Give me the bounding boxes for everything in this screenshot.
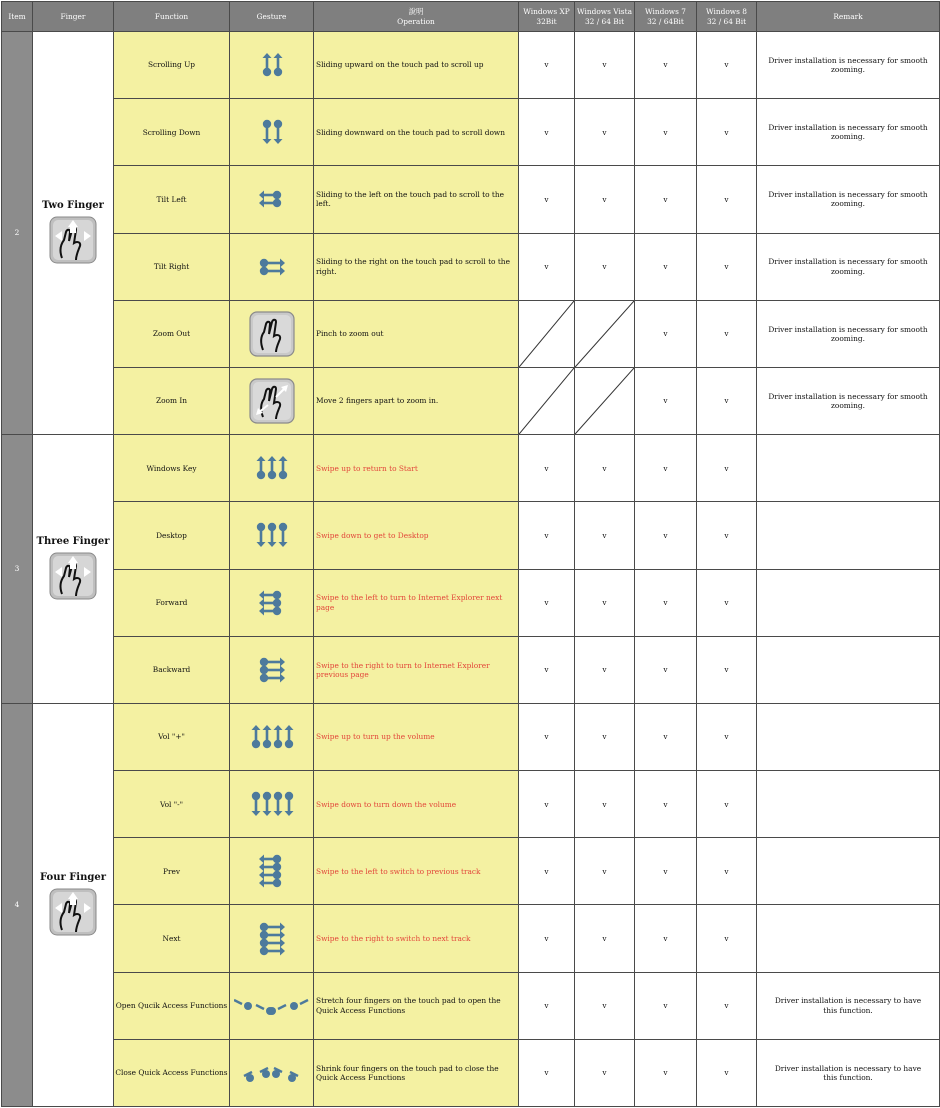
vista-check: v	[575, 703, 635, 770]
remark-cell	[757, 703, 940, 770]
xp-check: v	[519, 703, 575, 770]
win7-check: v	[635, 300, 697, 367]
three-finger-up-icon	[230, 435, 314, 502]
table-row	[2, 905, 940, 972]
xp-check: v	[519, 1039, 575, 1106]
table-row	[2, 367, 940, 434]
function-cell: Windows Key	[114, 435, 230, 502]
gesture-table	[1, 1, 940, 1107]
remark-cell: Driver installation is necessary for smooth zooming.	[757, 300, 940, 367]
header-vista-name: Windows Vista	[577, 7, 632, 17]
xp-check: v	[519, 636, 575, 703]
two-finger-left-icon	[230, 166, 314, 233]
header-finger: Finger	[33, 2, 114, 32]
remark-cell	[757, 905, 940, 972]
win8-check: v	[697, 636, 757, 703]
table-row	[2, 569, 940, 636]
finger-cell	[33, 32, 114, 435]
win8-check: v	[697, 771, 757, 838]
three-finger-left-icon	[230, 569, 314, 636]
remark-cell: Driver installation is necessary for smooth zooming.	[757, 367, 940, 434]
remark-cell	[757, 435, 940, 502]
xp-check: v	[519, 233, 575, 300]
vista-check: v	[575, 1039, 635, 1106]
header-xp-bits: 32Bit	[536, 16, 557, 26]
item-number: 4	[2, 703, 33, 1106]
remark-cell	[757, 838, 940, 905]
win7-check: v	[635, 435, 697, 502]
win7-check: v	[635, 771, 697, 838]
remark-cell	[757, 636, 940, 703]
touchpad-hand-icon	[49, 593, 97, 602]
remark-cell	[757, 771, 940, 838]
four-finger-left-icon	[230, 838, 314, 905]
header-xp	[519, 2, 575, 32]
win8-check: v	[697, 569, 757, 636]
vista-check: v	[575, 435, 635, 502]
win8-check: v	[697, 300, 757, 367]
operation-cell: Sliding to the left on the touch pad to scroll to the left.	[314, 166, 519, 233]
win7-check: v	[635, 32, 697, 99]
header-function: Function	[114, 2, 230, 32]
table-row	[2, 300, 940, 367]
xp-check: v	[519, 838, 575, 905]
operation-cell: Swipe to the right to switch to next track	[314, 905, 519, 972]
table-row	[2, 972, 940, 1039]
win7-check: v	[635, 838, 697, 905]
win8-check: v	[697, 32, 757, 99]
function-cell: Next	[114, 905, 230, 972]
two-finger-down-icon	[230, 99, 314, 166]
function-cell: Vol "-"	[114, 771, 230, 838]
remark-cell	[757, 569, 940, 636]
header-win8-name: Windows 8	[706, 7, 747, 17]
xp-check: v	[519, 905, 575, 972]
finger-label: Four Finger	[39, 872, 107, 884]
win7-check: v	[635, 636, 697, 703]
function-cell: Scrolling Up	[114, 32, 230, 99]
table-row	[2, 502, 940, 569]
operation-cell: Swipe down to get to Desktop	[314, 502, 519, 569]
remark-cell: Driver installation is necessary for smooth zooming.	[757, 233, 940, 300]
win8-check: v	[697, 233, 757, 300]
table-row	[2, 636, 940, 703]
table-row	[2, 703, 940, 770]
operation-cell: Stretch four fingers on the touch pad to open the Quick Access Functions	[314, 972, 519, 1039]
win8-check: v	[697, 905, 757, 972]
vista-check: v	[575, 771, 635, 838]
win8-check: v	[697, 502, 757, 569]
header-vista	[575, 2, 635, 32]
header-operation-en: Operation	[397, 16, 435, 26]
xp-check: v	[519, 166, 575, 233]
win8-check: v	[697, 367, 757, 434]
header-gesture: Gesture	[230, 2, 314, 32]
header-operation-cn: 說明	[408, 7, 424, 17]
operation-cell: Swipe to the right to turn to Internet Explorer previous page	[314, 636, 519, 703]
header-row	[2, 2, 940, 32]
win7-check: v	[635, 703, 697, 770]
finger-cell	[33, 703, 114, 1106]
three-finger-down-icon	[230, 502, 314, 569]
function-cell: Zoom In	[114, 367, 230, 434]
win8-check: v	[697, 972, 757, 1039]
header-item: Item	[2, 2, 33, 32]
function-cell: Close Quick Access Functions	[114, 1039, 230, 1106]
win7-check: v	[635, 1039, 697, 1106]
function-cell: Vol "+"	[114, 703, 230, 770]
function-cell: Scrolling Down	[114, 99, 230, 166]
remark-cell: Driver installation is necessary to have this function.	[757, 972, 940, 1039]
operation-cell: Sliding to the right on the touch pad to scroll to the right.	[314, 233, 519, 300]
item-number: 2	[2, 32, 33, 435]
operation-cell: Sliding downward on the touch pad to scroll down	[314, 99, 519, 166]
xp-check: v	[519, 972, 575, 1039]
vista-not-supported	[575, 367, 635, 434]
win8-check: v	[697, 703, 757, 770]
three-finger-right-icon	[230, 636, 314, 703]
operation-cell: Swipe to the left to turn to Internet Explorer next page	[314, 569, 519, 636]
win7-check: v	[635, 502, 697, 569]
touchpad-hand-icon	[49, 257, 97, 266]
two-finger-right-icon	[230, 233, 314, 300]
table-row	[2, 1039, 940, 1106]
header-win7	[635, 2, 697, 32]
vista-not-supported	[575, 300, 635, 367]
win7-check: v	[635, 569, 697, 636]
operation-cell: Move 2 fingers apart to zoom in.	[314, 367, 519, 434]
remark-cell: Driver installation is necessary for smooth zooming.	[757, 99, 940, 166]
xp-check: v	[519, 569, 575, 636]
win8-check: v	[697, 166, 757, 233]
table-row	[2, 838, 940, 905]
four-finger-stretch-icon	[230, 972, 314, 1039]
xp-check: v	[519, 502, 575, 569]
win8-check: v	[697, 838, 757, 905]
four-finger-up-icon	[230, 703, 314, 770]
function-cell: Tilt Right	[114, 233, 230, 300]
remark-cell: Driver installation is necessary for smooth zooming.	[757, 166, 940, 233]
xp-not-supported	[519, 300, 575, 367]
xp-check: v	[519, 32, 575, 99]
header-operation	[314, 2, 519, 32]
xp-not-supported	[519, 367, 575, 434]
function-cell: Prev	[114, 838, 230, 905]
vista-check: v	[575, 972, 635, 1039]
win8-check: v	[697, 1039, 757, 1106]
vista-check: v	[575, 166, 635, 233]
spread-icon	[230, 367, 314, 434]
function-cell: Zoom Out	[114, 300, 230, 367]
vista-check: v	[575, 905, 635, 972]
table-row	[2, 435, 940, 502]
header-win8	[697, 2, 757, 32]
finger-label: Three Finger	[36, 536, 110, 548]
four-finger-right-icon	[230, 905, 314, 972]
xp-check: v	[519, 435, 575, 502]
vista-check: v	[575, 569, 635, 636]
xp-check: v	[519, 771, 575, 838]
header-win8-bits: 32 / 64 Bit	[706, 16, 747, 26]
remark-cell: Driver installation is necessary to have this function.	[757, 1039, 940, 1106]
win7-check: v	[635, 99, 697, 166]
function-cell: Tilt Left	[114, 166, 230, 233]
four-finger-shrink-icon	[230, 1039, 314, 1106]
vista-check: v	[575, 32, 635, 99]
two-finger-up-icon	[230, 32, 314, 99]
table-row	[2, 166, 940, 233]
xp-check: v	[519, 99, 575, 166]
operation-cell: Swipe down to turn down the volume	[314, 771, 519, 838]
table-row	[2, 233, 940, 300]
function-cell: Desktop	[114, 502, 230, 569]
four-finger-down-icon	[230, 771, 314, 838]
header-win7-bits: 32 / 64Bit	[647, 16, 684, 26]
header-vista-bits: 32 / 64 Bit	[584, 16, 625, 26]
win7-check: v	[635, 367, 697, 434]
operation-cell: Pinch to zoom out	[314, 300, 519, 367]
operation-cell: Swipe to the left to switch to previous track	[314, 838, 519, 905]
operation-cell: Shrink four fingers on the touch pad to close the Quick Access Functions	[314, 1039, 519, 1106]
function-cell: Backward	[114, 636, 230, 703]
vista-check: v	[575, 838, 635, 905]
function-cell: Forward	[114, 569, 230, 636]
vista-check: v	[575, 502, 635, 569]
operation-cell: Sliding upward on the touch pad to scroll up	[314, 32, 519, 99]
finger-label: Two Finger	[42, 200, 104, 212]
vista-check: v	[575, 233, 635, 300]
win7-check: v	[635, 972, 697, 1039]
vista-check: v	[575, 99, 635, 166]
remark-cell	[757, 502, 940, 569]
win7-check: v	[635, 166, 697, 233]
win8-check: v	[697, 99, 757, 166]
item-number: 3	[2, 435, 33, 704]
remark-cell: Driver installation is necessary for smooth zooming.	[757, 32, 940, 99]
win7-check: v	[635, 905, 697, 972]
operation-cell: Swipe up to turn up the volume	[314, 703, 519, 770]
win7-check: v	[635, 233, 697, 300]
table-row	[2, 32, 940, 99]
operation-cell: Swipe up to return to Start	[314, 435, 519, 502]
win8-check: v	[697, 435, 757, 502]
table-row	[2, 771, 940, 838]
header-remark: Remark	[757, 2, 940, 32]
function-cell: Open Qucik Access Functions	[114, 972, 230, 1039]
vista-check: v	[575, 636, 635, 703]
touchpad-hand-icon	[49, 929, 97, 938]
pinch-icon	[230, 300, 314, 367]
header-win7-name: Windows 7	[645, 7, 686, 17]
finger-cell	[33, 435, 114, 704]
header-xp-name: Windows XP	[523, 7, 570, 17]
table-row	[2, 99, 940, 166]
